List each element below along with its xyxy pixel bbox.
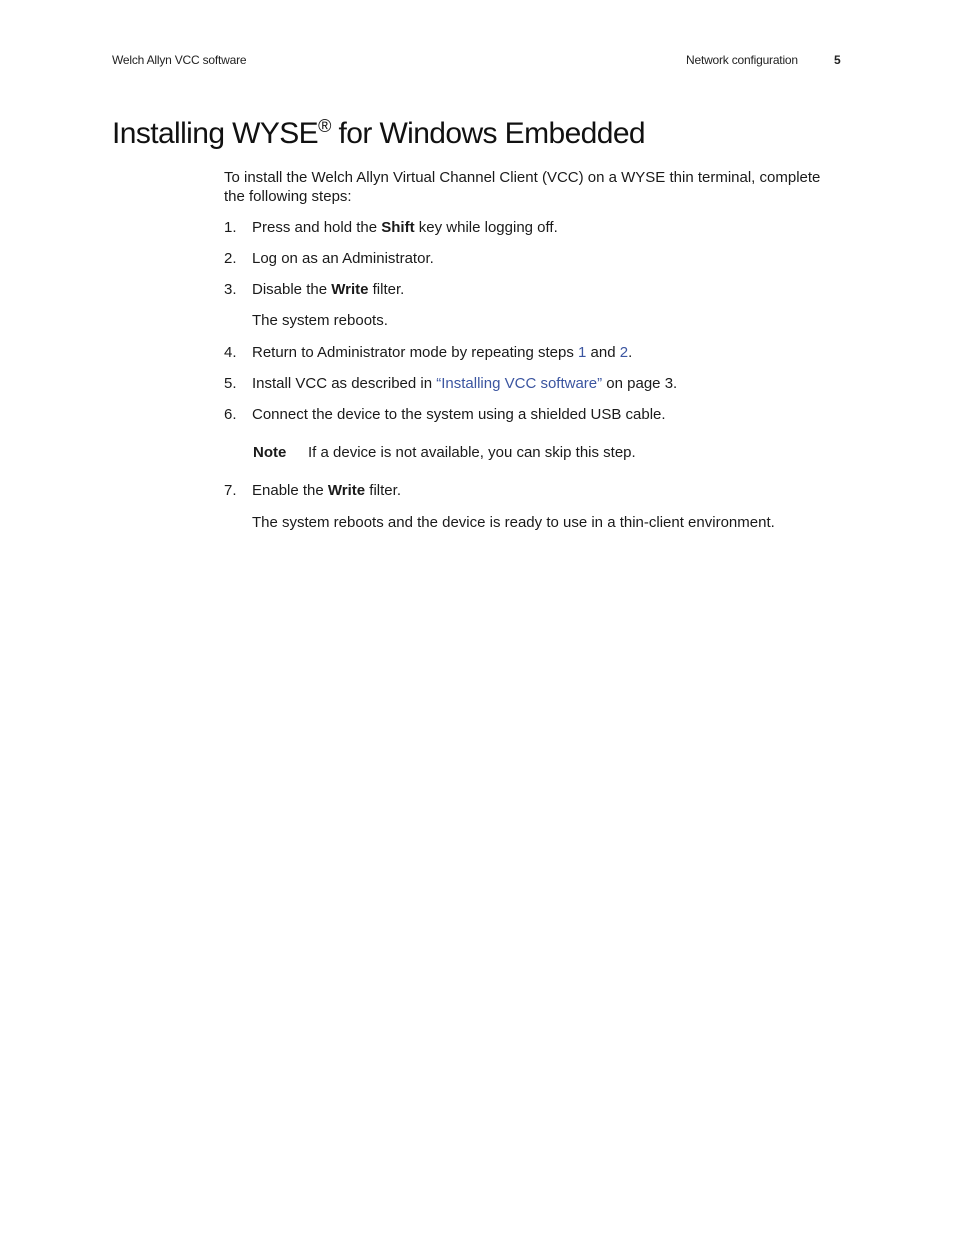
step-2-text: Log on as an Administrator. [252, 250, 434, 267]
step-6-text: Connect the device to the system using a shielded USB cable. [252, 406, 666, 423]
step-1-text: Press and hold the Shift key while logging off. [252, 219, 558, 236]
page-title [112, 116, 645, 151]
step-number: 6. [224, 406, 237, 423]
step-number: 1. [224, 219, 237, 236]
write-filter-term: Write [331, 281, 369, 298]
step-1-link[interactable]: 1 [578, 344, 587, 361]
step-number: 2. [224, 250, 237, 267]
running-header-title: Welch Allyn VCC software [112, 53, 247, 67]
step-4-text: Return to Administrator mode by repeating steps 1 and 2. [252, 344, 633, 361]
key-shift: Shift [381, 219, 415, 236]
step-number: 7. [224, 482, 237, 499]
step-number: 5. [224, 375, 237, 392]
step-3-result: The system reboots. [252, 312, 388, 329]
running-header-section: Network configuration [686, 53, 798, 67]
step-7-result: The system reboots and the device is ready to use in a thin-client environment. [252, 514, 775, 531]
note-label: Note [253, 444, 287, 461]
step-7-text: Enable the Write filter. [252, 482, 401, 499]
step-5-text: Install VCC as described in “Installing VCC software” on page 3. [252, 375, 678, 392]
title-main: Installing WYSE [112, 117, 319, 150]
step-2-link[interactable]: 2 [619, 344, 629, 361]
installing-vcc-software-link[interactable]: “Installing VCC software” [436, 375, 603, 392]
intro-paragraph: To install the Welch Allyn Virtual Channel Client (VCC) on a WYSE thin terminal, complete the following steps: [224, 169, 821, 205]
note-text: If a device is not available, you can skip this step. [308, 444, 636, 461]
write-filter-term: Write [327, 482, 366, 499]
step-3-text: Disable the Write filter. [252, 281, 405, 298]
registered-mark: ® [318, 116, 331, 136]
step-number: 4. [224, 344, 237, 361]
step-number: 3. [224, 281, 237, 298]
page-number: 5 [834, 53, 841, 67]
title-rest: for Windows Embedded [330, 117, 645, 150]
